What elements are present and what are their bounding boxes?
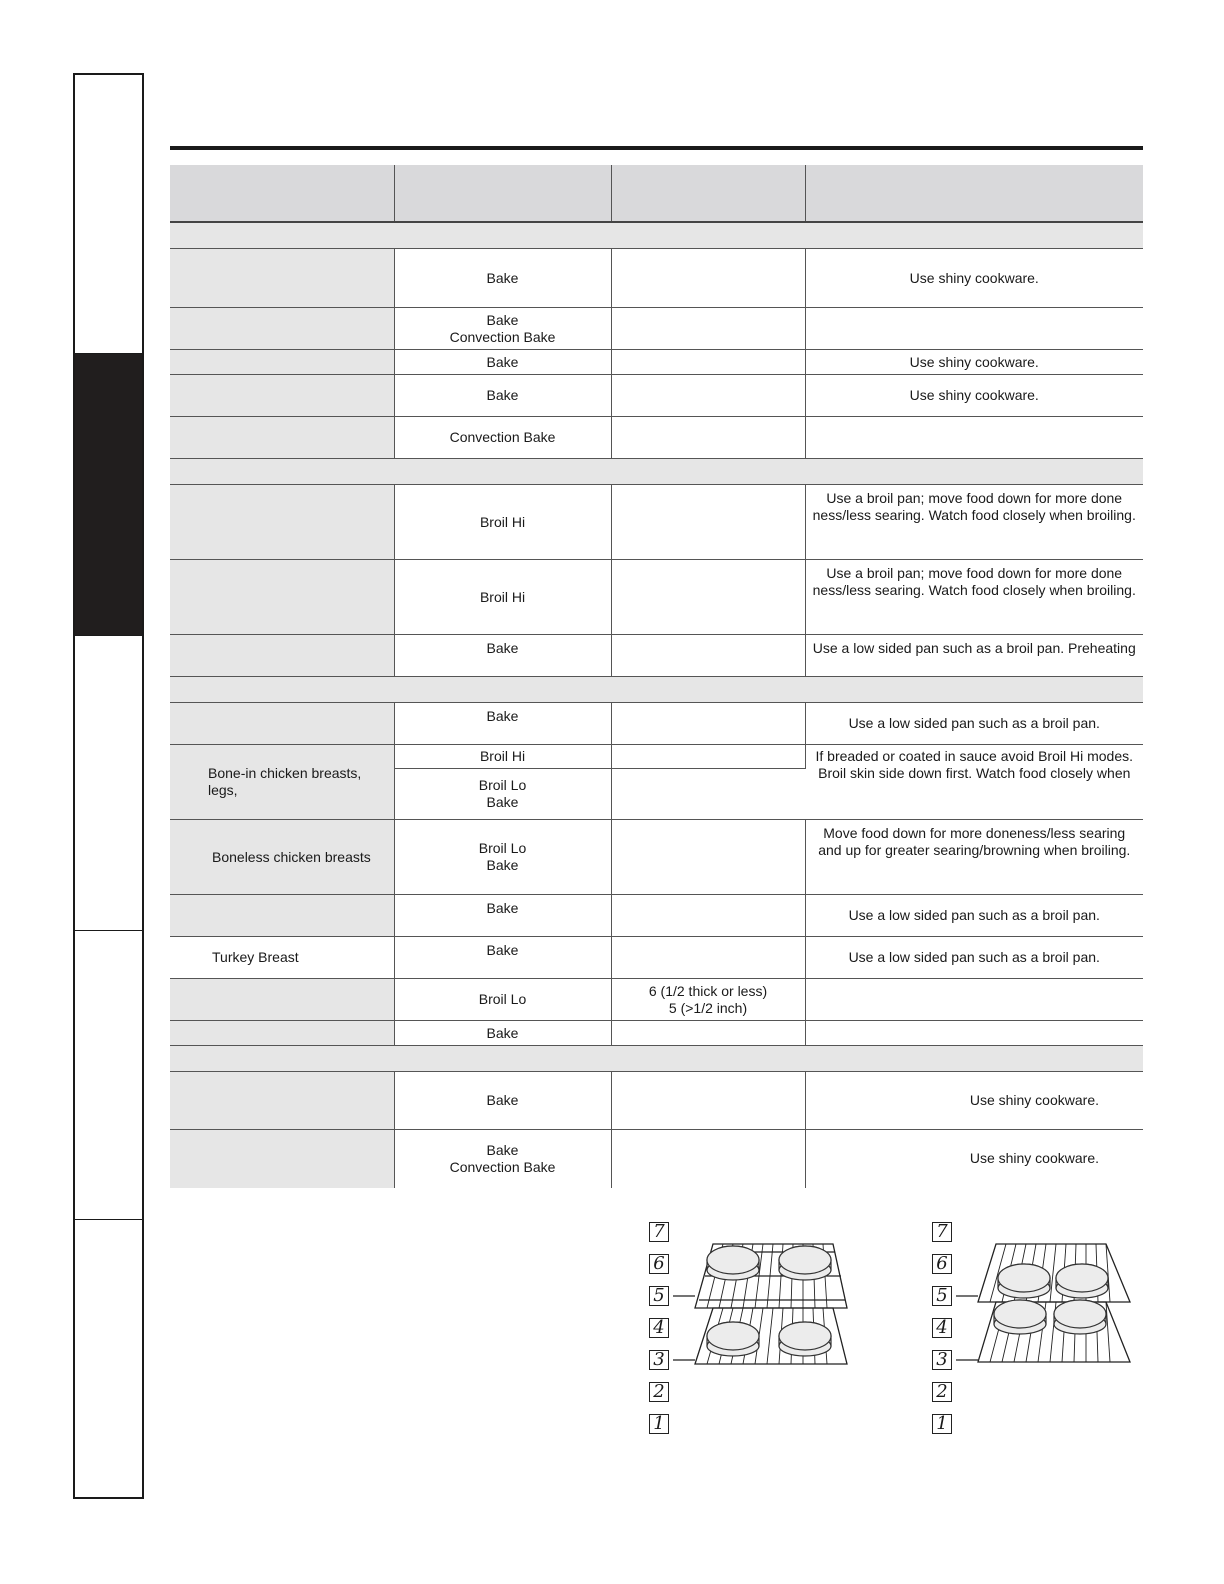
table-row xyxy=(170,1130,1143,1188)
food-cell xyxy=(170,895,394,937)
food-cell xyxy=(170,350,394,375)
rack-cell xyxy=(611,1021,805,1046)
mode-cell: Bake Convection Bake xyxy=(394,308,611,350)
rack-label-6: 6 xyxy=(649,1254,669,1274)
oven-rack-illustration xyxy=(673,1218,853,1438)
table-row xyxy=(170,1021,1143,1046)
section-header xyxy=(170,677,1143,703)
mode-cell: Bake xyxy=(394,375,611,417)
food-cell xyxy=(170,979,394,1021)
rack-cell xyxy=(611,350,805,375)
rack-cell xyxy=(611,560,805,635)
mode-cell: Broil Hi xyxy=(394,485,611,560)
table-row xyxy=(170,820,1143,895)
rack-cell xyxy=(611,895,805,937)
notes-cell: Use a low sided pan such as a broil pan. xyxy=(805,895,1143,937)
section-header xyxy=(170,222,1143,249)
oven-rack-illustration xyxy=(956,1218,1136,1438)
food-cell xyxy=(170,1130,394,1188)
table-header-row xyxy=(170,165,1143,222)
notes-cell: Use shiny cookware. xyxy=(805,350,1143,375)
table-row xyxy=(170,560,1143,635)
mode-cell: Bake Convection Bake xyxy=(394,1130,611,1188)
rack-cell xyxy=(611,635,805,677)
table-row xyxy=(170,308,1143,350)
rack-diagram-offset xyxy=(932,1218,1152,1438)
table-row xyxy=(170,485,1143,560)
mode-cell: Broil Hi xyxy=(394,745,611,769)
notes-cell: Use a low sided pan such as a broil pan. xyxy=(805,703,1143,745)
rack-label-5: 5 xyxy=(932,1286,952,1306)
rack-cell xyxy=(611,417,805,459)
rack-cell xyxy=(611,1130,805,1188)
food-cell xyxy=(170,635,394,677)
table-row xyxy=(170,635,1143,677)
mode-cell: Bake xyxy=(394,350,611,375)
notes-cell: Use shiny cookware. xyxy=(805,249,1143,308)
notes-cell xyxy=(805,1021,1143,1046)
rack-label-1: 1 xyxy=(932,1414,952,1434)
mode-cell: Bake xyxy=(394,1021,611,1046)
mode-cell: Bake xyxy=(394,635,611,677)
rack-label-6: 6 xyxy=(932,1254,952,1274)
rack-cell xyxy=(611,769,805,820)
rack-cell xyxy=(611,937,805,979)
food-cell xyxy=(170,417,394,459)
table-row xyxy=(170,745,1143,769)
food-cell xyxy=(170,1021,394,1046)
section-tab-3[interactable] xyxy=(75,636,142,931)
rack-label-4: 4 xyxy=(932,1318,952,1338)
food-cell: Boneless chicken breasts xyxy=(170,820,394,895)
table-row xyxy=(170,937,1143,979)
food-cell: Turkey Breast xyxy=(170,937,394,979)
table-row xyxy=(170,249,1143,308)
rack-cell xyxy=(611,745,805,769)
notes-cell: If breaded or coated in sauce avoid Broil Hi modes. Broil skin side down first. Watch food closely when xyxy=(805,745,1143,820)
rack-cell xyxy=(611,249,805,308)
rack-label-7: 7 xyxy=(649,1222,669,1242)
header-rack xyxy=(611,165,805,222)
mode-cell: Bake xyxy=(394,937,611,979)
section-tab-2-active[interactable] xyxy=(75,354,142,636)
rack-diagram-staggered xyxy=(649,1218,869,1438)
header-rule xyxy=(170,146,1143,150)
header-notes xyxy=(805,165,1143,222)
table-row xyxy=(170,703,1143,745)
header-mode xyxy=(394,165,611,222)
mode-cell: Bake xyxy=(394,895,611,937)
food-cell xyxy=(170,485,394,560)
rack-label-3: 3 xyxy=(649,1350,669,1370)
table-row xyxy=(170,417,1143,459)
section-header xyxy=(170,1046,1143,1072)
mode-cell: Bake xyxy=(394,1072,611,1130)
rack-cell xyxy=(611,703,805,745)
food-cell xyxy=(170,703,394,745)
header-food xyxy=(170,165,394,222)
section-tab-5[interactable] xyxy=(75,1220,142,1501)
cooking-guide-table xyxy=(170,165,1143,1188)
section-header xyxy=(170,459,1143,485)
notes-cell: Use a low sided pan such as a broil pan. xyxy=(805,937,1143,979)
notes-cell: Use shiny cookware. xyxy=(805,1072,1143,1130)
mode-cell: Bake xyxy=(394,703,611,745)
rack-label-2: 2 xyxy=(649,1382,669,1402)
rack-cell xyxy=(611,1072,805,1130)
rack-label-1: 1 xyxy=(649,1414,669,1434)
table-row xyxy=(170,1072,1143,1130)
mode-cell: Broil Lo Bake xyxy=(394,769,611,820)
rack-cell xyxy=(611,375,805,417)
section-tab-4[interactable] xyxy=(75,931,142,1220)
notes-cell xyxy=(805,308,1143,350)
table-row xyxy=(170,895,1143,937)
notes-cell: Use a low sided pan such as a broil pan. Preheating xyxy=(805,635,1143,677)
mode-cell: Broil Lo Bake xyxy=(394,820,611,895)
rack-cell xyxy=(611,308,805,350)
rack-cell xyxy=(611,485,805,560)
rack-label-4: 4 xyxy=(649,1318,669,1338)
mode-cell: Bake xyxy=(394,249,611,308)
food-cell xyxy=(170,375,394,417)
food-cell xyxy=(170,560,394,635)
food-cell xyxy=(170,1072,394,1130)
mode-cell: Broil Lo xyxy=(394,979,611,1021)
notes-cell xyxy=(805,417,1143,459)
food-cell: Bone-in chicken breasts, legs, xyxy=(170,745,394,820)
rack-label-3: 3 xyxy=(932,1350,952,1370)
notes-cell: Use shiny cookware. xyxy=(805,375,1143,417)
table-row xyxy=(170,375,1143,417)
rack-label-2: 2 xyxy=(932,1382,952,1402)
rack-cell: 6 (1/2 thick or less) 5 (>1/2 inch) xyxy=(611,979,805,1021)
notes-cell: Use a broil pan; move food down for more done ness/less searing. Watch food closely when broiling. xyxy=(805,560,1143,635)
rack-cell xyxy=(611,820,805,895)
section-tab-1[interactable] xyxy=(75,75,142,354)
table-row xyxy=(170,979,1143,1021)
food-cell xyxy=(170,308,394,350)
notes-cell: Use a broil pan; move food down for more done ness/less searing. Watch food closely when broiling. xyxy=(805,485,1143,560)
notes-cell: Move food down for more doneness/less searing and up for greater searing/browning when broiling. xyxy=(805,820,1143,895)
table-row xyxy=(170,350,1143,375)
mode-cell: Broil Hi xyxy=(394,560,611,635)
rack-label-7: 7 xyxy=(932,1222,952,1242)
notes-cell xyxy=(805,979,1143,1021)
notes-cell: Use shiny cookware. xyxy=(969,1150,1099,1167)
section-tab-bar xyxy=(73,73,144,1499)
mode-cell: Convection Bake xyxy=(394,417,611,459)
food-cell xyxy=(170,249,394,308)
rack-label-5: 5 xyxy=(649,1286,669,1306)
